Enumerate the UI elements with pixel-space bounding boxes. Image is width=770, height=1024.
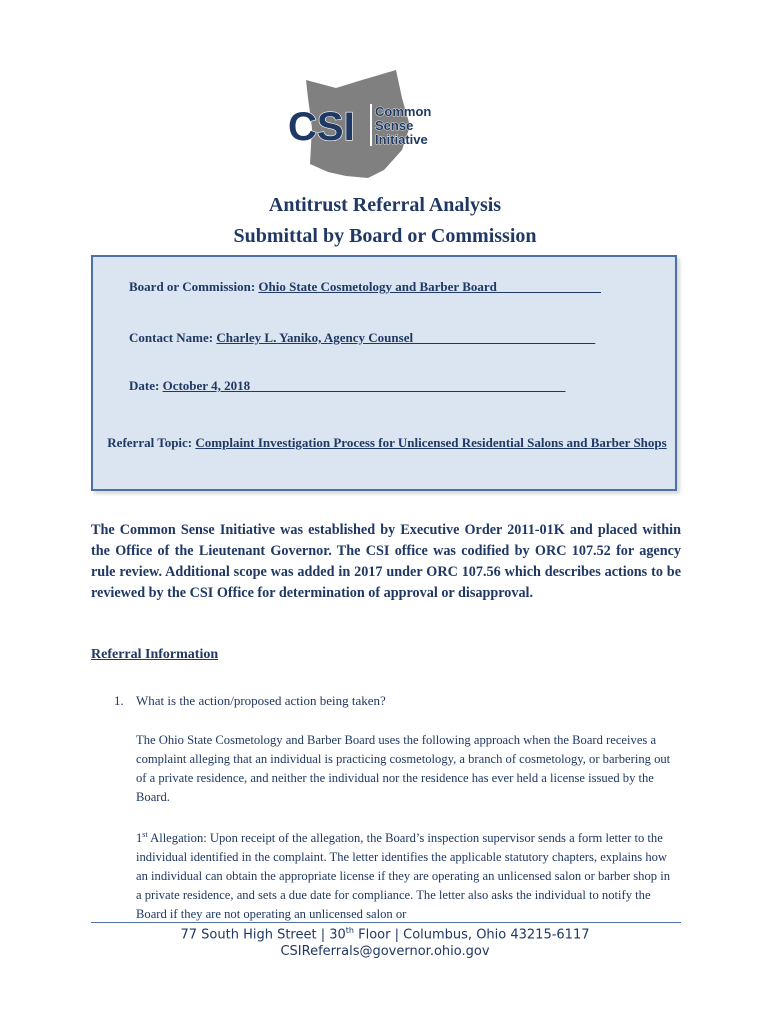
footer-address-start: 77 South High Street | 30: [180, 927, 346, 943]
contact-label: Contact Name:: [129, 330, 217, 345]
allegation-text: Allegation: Upon receipt of the allegation, the Board’s inspection supervisor sends a form letter to the individual identified in the complaint. The letter identifies the applicable statutory chapters, explains how an individual can obtain the appropriate license if they are operating an unlicensed salon or barber shop in a private residence, and sets a due date for compliance. The letter also asks the individual to notify the Board if they are not operating an unlicensed salon or: [136, 831, 670, 922]
contact-field: [129, 330, 595, 346]
topic-field: [106, 432, 668, 453]
board-field: [129, 279, 601, 295]
footer-address-end: Floor | Columbus, Ohio 43215-6117: [354, 927, 590, 943]
document-subtitle: Submittal by Board or Commission: [233, 225, 537, 247]
answer-paragraph-2: [136, 825, 676, 924]
intro-paragraph: The Common Sense Initiative was established by Executive Order 2011-01K and placed within the Office of the Lieutenant Governor. The CSI office was codified by ORC 107.52 for agency rule review. Additional scope was added in 2017 under ORC 107.56 which describes actions to be reviewed by the CSI Office for determination of approval or disapproval.: [91, 522, 681, 601]
logo-divider: [370, 104, 372, 146]
footer-floor-suffix: th: [345, 926, 354, 935]
question-text: What is the action/proposed action being taken?: [136, 693, 386, 708]
contact-fill-line: ____________________________: [413, 330, 596, 345]
question-1: [114, 693, 386, 709]
section-heading: Referral Information: [91, 647, 219, 662]
date-field: [129, 378, 565, 394]
board-label: Board or Commission:: [129, 279, 259, 294]
footer-address: [0, 926, 770, 942]
date-fill-line: ________________________________________________: [250, 378, 566, 393]
footer-email[interactable]: CSIReferrals@governor.ohio.gov: [280, 944, 490, 959]
logo-line-initiative: Initiative: [375, 132, 428, 147]
date-label: Date:: [129, 378, 163, 393]
question-number: 1.: [114, 693, 124, 708]
answer-paragraph-1: The Ohio State Cosmetology and Barber Board uses the following approach when the Board receives a complaint alleging that an individual is practicing cosmetology, a branch of cosmetology, or barbering out of a private residence, and neither the individual nor the residence has ever held a license issued by the Board.: [136, 733, 671, 804]
csi-logo: [284, 68, 434, 180]
date-value: October 4, 2018: [162, 378, 251, 393]
contact-value: Charley L. Yaniko, Agency Counsel: [216, 330, 414, 345]
logo-acronym: CSI: [288, 105, 355, 149]
board-fill-line: ________________: [496, 279, 601, 294]
submittal-info-box: [91, 255, 677, 491]
allegation-ordinal-number: 1: [136, 831, 143, 846]
document-title: Antitrust Referral Analysis: [268, 194, 502, 216]
allegation-ordinal-suffix: st: [142, 830, 148, 839]
footer-divider: [91, 922, 681, 923]
board-value: Ohio State Cosmetology and Barber Board: [258, 279, 497, 294]
topic-value: Complaint Investigation Process for Unlicensed Residential Salons and Barber Shops: [195, 435, 667, 450]
logo-line-sense: Sense: [375, 118, 414, 133]
logo-line-common: Common: [375, 104, 432, 119]
topic-label: Referral Topic:: [107, 435, 196, 450]
